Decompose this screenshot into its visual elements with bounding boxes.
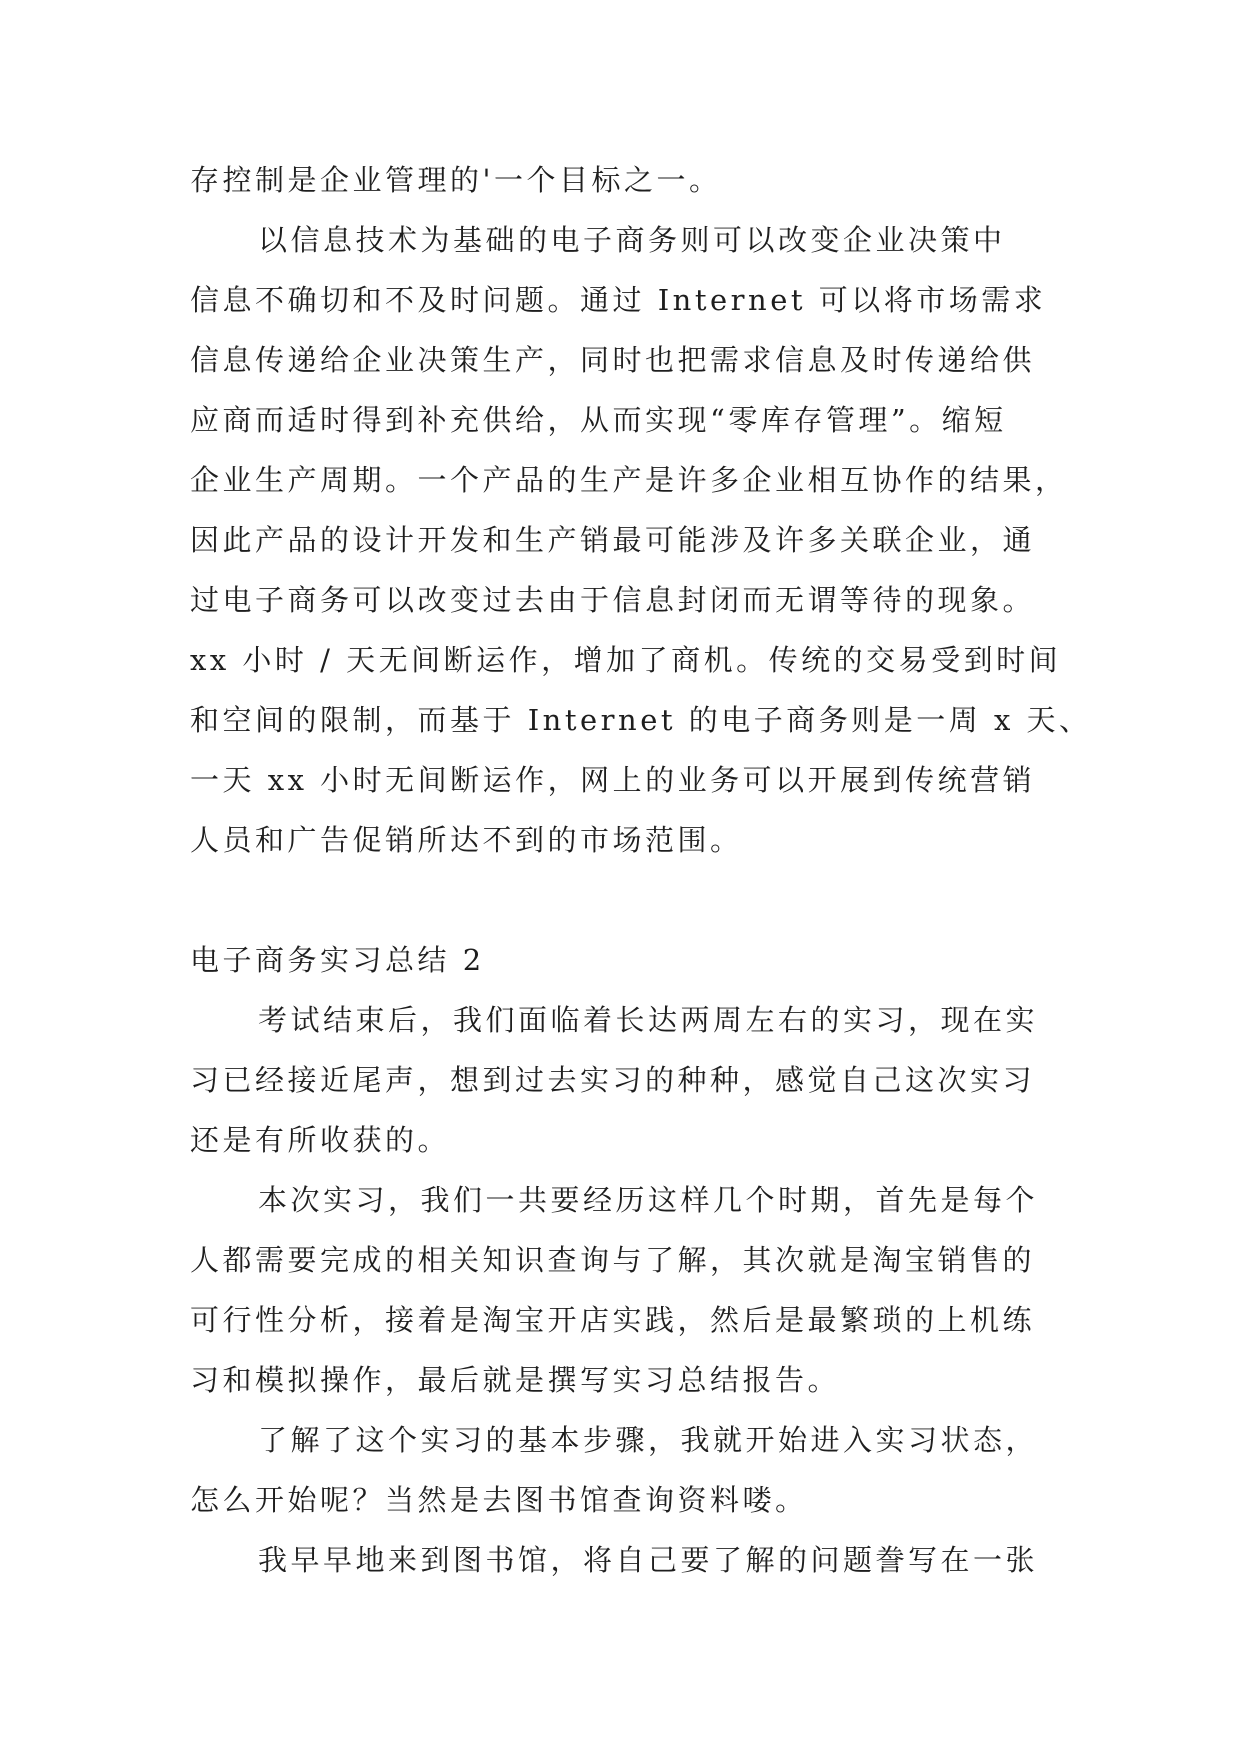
paragraph-line: 企业生产周期。一个产品的生产是许多企业相互协作的结果， — [190, 463, 1068, 497]
paragraph-line: 一天 xx 小时无间断运作，网上的业务可以开展到传统营销 — [190, 763, 1036, 797]
paragraph-line: 还是有所收获的。 — [190, 1123, 451, 1157]
paragraph-line: 存控制是企业管理的'一个目标之一。 — [190, 163, 722, 197]
paragraph-line: xx 小时 / 天无间断运作，增加了商机。传统的交易受到时间 — [190, 643, 1062, 677]
paragraph-line: 以信息技术为基础的电子商务则可以改变企业决策中 — [258, 223, 1006, 257]
paragraph-line: 了解了这个实习的基本步骤，我就开始进入实习状态， — [258, 1423, 1039, 1457]
paragraph-line: 怎么开始呢？当然是去图书馆查询资料喽。 — [190, 1483, 808, 1517]
paragraph-line: 应商而适时得到补充供给，从而实现“零库存管理”。缩短 — [190, 403, 1007, 437]
paragraph-line: 习和模拟操作，最后就是撰写实习总结报告。 — [190, 1363, 841, 1397]
paragraph-line: 可行性分析，接着是淘宝开店实践，然后是最繁琐的上机练 — [190, 1303, 1036, 1337]
paragraph-line: 信息不确切和不及时问题。通过 Internet 可以将市场需求 — [190, 283, 1047, 317]
paragraph-line: 人员和广告促销所达不到的市场范围。 — [190, 823, 743, 857]
paragraph-line: 人都需要完成的相关知识查询与了解，其次就是淘宝销售的 — [190, 1243, 1036, 1277]
document-page — [190, 150, 1092, 1590]
paragraph-line: 习已经接近尾声，想到过去实习的种种，感觉自己这次实习 — [190, 1063, 1036, 1097]
paragraph-line: 因此产品的设计开发和生产销最可能涉及许多关联企业，通 — [190, 523, 1036, 557]
paragraph-line: 和空间的限制，而基于 Internet 的电子商务则是一周 x 天、 — [190, 703, 1092, 737]
section-heading: 电子商务实习总结 2 — [190, 943, 485, 977]
paragraph-line: 我早早地来到图书馆，将自己要了解的问题誊写在一张 — [258, 1543, 1039, 1577]
paragraph-line: 本次实习，我们一共要经历这样几个时期，首先是每个 — [258, 1183, 1039, 1217]
paragraph-line: 考试结束后，我们面临着长达两周左右的实习，现在实 — [258, 1003, 1039, 1037]
paragraph-line: 信息传递给企业决策生产，同时也把需求信息及时传递给供 — [190, 343, 1036, 377]
paragraph-line: 过电子商务可以改变过去由于信息封闭而无谓等待的现象。 — [190, 583, 1036, 617]
section-gap — [190, 870, 1052, 930]
